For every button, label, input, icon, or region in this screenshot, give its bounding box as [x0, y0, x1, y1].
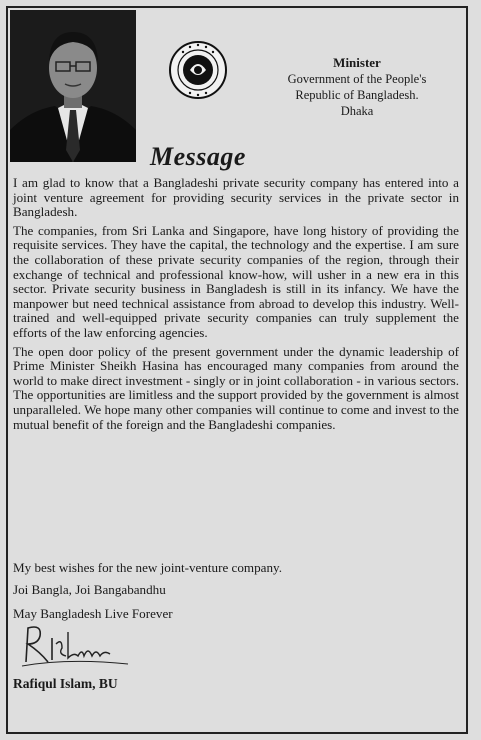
paragraph: The companies, from Sri Lanka and Singapore, have long history of providing the requisite services. They have the capital, the technology and the expertise. I am sure the collaboration of these private security companies of the region, through their exchange of technical and professional know-how, will usher in a new era in this sector. Private security business in Bangladesh is still in its infancy. We have the manpower but need technical assistance from abroad to develop this industry. Well-trained and well-equipped private security companies can truly supplement the efforts of the law enforcing agencies. — [13, 222, 459, 340]
paragraph: The open door policy of the present government under the dynamic leadership of Prime Minister Sheikh Hasina has encouraged many companies from around the world to make direct investment - singly or in joint collaboration - in various sectors. The opportunities are limitless and the support provided by the government is almost unparalleled. We hope many other companies will continue to come and invest to the mutual benefit of the foreign and the Bangladeshi companies. — [13, 343, 459, 432]
signer-name: Rafiqul Islam, BU — [13, 676, 118, 691]
org-line-1: Government of the People's — [287, 72, 427, 86]
message-body — [13, 176, 459, 436]
best-wishes-line: My best wishes for the new joint-venture company. — [13, 560, 282, 575]
slogan-line: Joi Bangla, Joi Bangabandhu — [13, 582, 166, 597]
handwritten-signature — [18, 618, 138, 672]
paragraph: I am glad to know that a Bangladeshi private security company has entered into a joint venture agreement for providing security services in the private sector in Bangladesh. — [13, 175, 459, 220]
message-heading: Message — [150, 142, 246, 171]
minister-portrait — [10, 10, 136, 162]
minister-header — [262, 55, 452, 119]
city: Dhaka — [340, 104, 374, 118]
forever-line: May Bangladesh Live Forever — [13, 606, 173, 621]
org-line-2: Republic of Bangladesh. — [295, 88, 419, 102]
government-seal-emblem — [168, 40, 228, 100]
minister-title: Minister — [333, 55, 381, 70]
